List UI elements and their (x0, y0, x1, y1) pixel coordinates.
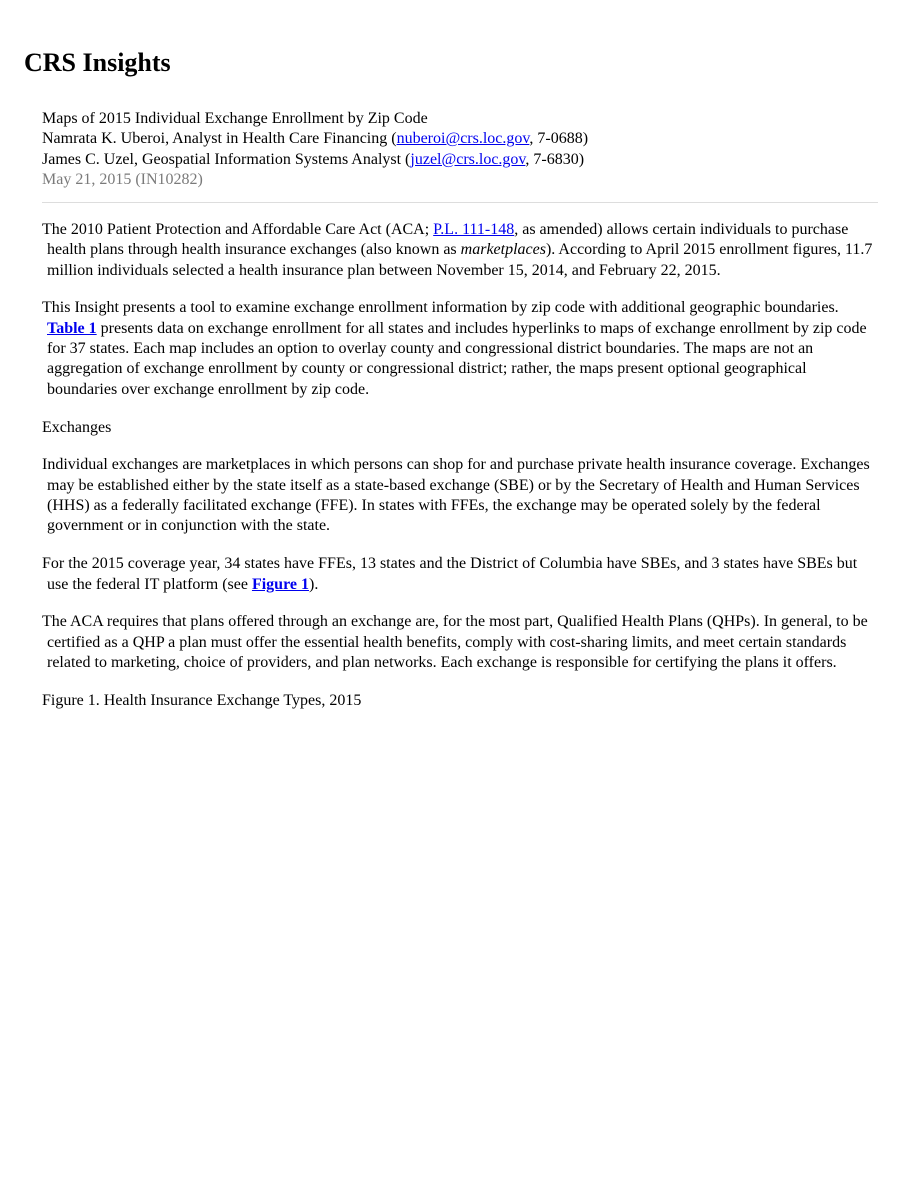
paragraph-intro-text-2: , as amended) allows certain individuals to purchase health plans through health insurance exchanges (also known as (47, 221, 849, 259)
paragraph-tool-text-2: presents data on exchange enrollment for all states and includes hyperlinks to maps of exchange enrollment by zip code for 37 states. Each map includes an option to overlay county and congressional district boundaries. The maps are not an aggregation of exchange enrollment by county or congressional district; rather, the maps present optional geographical boundaries over exchange enrollment by zip code. (47, 319, 867, 398)
paragraph-intro (42, 220, 878, 281)
paragraph-tool-text-1: This Insight presents a tool to examine exchange enrollment information by zip code with additional geographic boundaries. (42, 299, 839, 317)
figure-1-link[interactable]: Figure 1 (251, 575, 309, 593)
report-header (42, 109, 878, 190)
author-2-name: James C. Uzel, Geospatial Information Systems Analyst ( (42, 150, 411, 168)
paragraph-intro-text-1: The 2010 Patient Protection and Affordable Care Act (ACA; (42, 221, 434, 238)
header-divider (42, 202, 878, 203)
author-line-2 (42, 150, 878, 170)
paragraph-intro-text-3: ). According to April 2015 enrollment figures, 11.7 million individuals selected a health insurance plan between November 15, 2014, and February 22, 2015. (47, 241, 873, 279)
figure-1-caption: Figure 1. Health Insurance Exchange Types, 2015 (42, 691, 362, 709)
author-line-1 (42, 129, 878, 149)
report-date: May 21, 2015 (IN10282) (42, 170, 203, 188)
author-1-name: Namrata K. Uberoi, Analyst in Health Care Financing ( (42, 130, 397, 148)
author-2-email-link[interactable]: juzel@crs.loc.gov (410, 150, 526, 168)
report-title: Maps of 2015 Individual Exchange Enrollment by Zip Code (42, 110, 428, 127)
paragraph-coverage-year (42, 554, 878, 595)
public-law-link[interactable]: P.L. 111-148 (433, 221, 515, 238)
author-1-phone: , 7-0688) (529, 130, 589, 148)
paragraph-coverage-text-1: For the 2015 coverage year, 34 states have FFEs, 13 states and the District of Columbia have SBEs, and 3 states have SBEs but use the federal IT platform (see (42, 555, 858, 593)
author-1-email-link[interactable]: nuberoi@crs.loc.gov (396, 130, 530, 148)
article-body (42, 220, 878, 729)
table-1-link[interactable]: Table 1 (47, 319, 97, 337)
paragraph-qhp: The ACA requires that plans offered through an exchange are, for the most part, Qualified Health Plans (QHPs). In general, to be certified as a QHP a plan must offer the essential health benefits, comply with cost-sharing limits, and meet certain standards related to marketing, choice of providers, and plan networks. Each exchange is responsible for certifying the plans it offers. (42, 613, 868, 672)
masthead-title: CRS Insights (24, 48, 171, 77)
section-heading-exchanges: Exchanges (42, 418, 112, 436)
author-2-phone: , 7-6830) (525, 150, 585, 168)
marketplaces-emphasis: marketplaces (460, 241, 546, 259)
figure-1-placeholder (42, 765, 878, 1165)
paragraph-tool (42, 298, 878, 399)
paragraph-exchanges: Individual exchanges are marketplaces in which persons can shop for and purchase private health insurance coverage. Exchanges may be established either by the state itself as a state-based exchange (SBE) or by the Secretary of Health and Human Services (HHS) as a federally facilitated exchange (FFE). In states with FFEs, the exchange may be operated solely by the federal government or in conjunction with the state. (42, 456, 870, 535)
paragraph-coverage-text-2: ). (308, 575, 319, 593)
